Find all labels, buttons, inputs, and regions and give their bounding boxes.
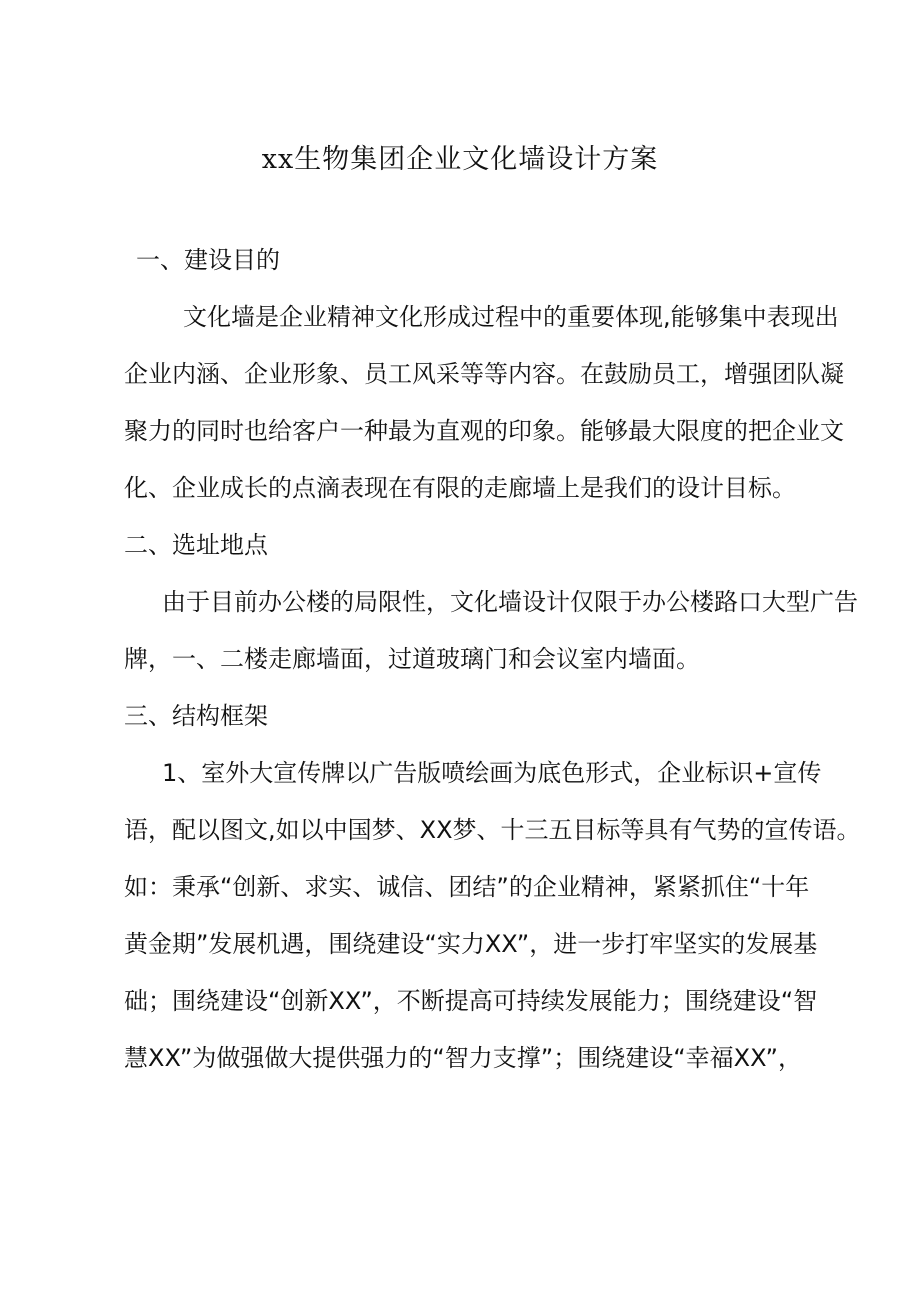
section-heading-location: 二、选址地点 (124, 531, 268, 559)
paragraph-line: 由于目前办公楼的局限性，文化墙设计仅限于办公楼路口大型广告 (162, 588, 858, 616)
paragraph-line: 慧XX”为做强做大提供强力的“智力支撑”；围绕建设“幸福XX”， (124, 1044, 802, 1072)
paragraph-line: 聚力的同时也给客户一种最为直观的印象。能够最大限度的把企业文 (124, 417, 844, 445)
section-heading-structure: 三、结构框架 (124, 702, 268, 730)
paragraph-line: 础；围绕建设“创新XX”，不断提高可持续发展能力；围绕建设“智 (124, 987, 818, 1015)
paragraph-line: 牌，一、二楼走廊墙面，过道玻璃门和会议室内墙面。 (124, 645, 700, 673)
paragraph-line: 化、企业成长的点滴表现在有限的走廊墙上是我们的设计目标。 (124, 474, 796, 502)
paragraph-line: 语，配以图文,如以中国梦、XX梦、十三五目标等具有气势的宣传语。 (124, 816, 861, 844)
paragraph-line: 黄金期”发展机遇，围绕建设“实力XX”，进一步打牢坚实的发展基 (124, 930, 818, 958)
paragraph-line: 1、室外大宣传牌以广告版喷绘画为底色形式，企业标识+宣传 (162, 759, 822, 787)
document-title: xx生物集团企业文化墙设计方案 (261, 144, 659, 175)
section-heading-purpose: 一、建设目的 (136, 246, 280, 274)
paragraph-line: 文化墙是企业精神文化形成过程中的重要体现,能够集中表现出 (183, 303, 839, 331)
paragraph-line: 企业内涵、企业形象、员工风采等等内容。在鼓励员工，增强团队凝 (124, 360, 844, 388)
paragraph-line: 如：秉承“创新、求实、诚信、团结”的企业精神，紧紧抓住“十年 (124, 873, 810, 901)
